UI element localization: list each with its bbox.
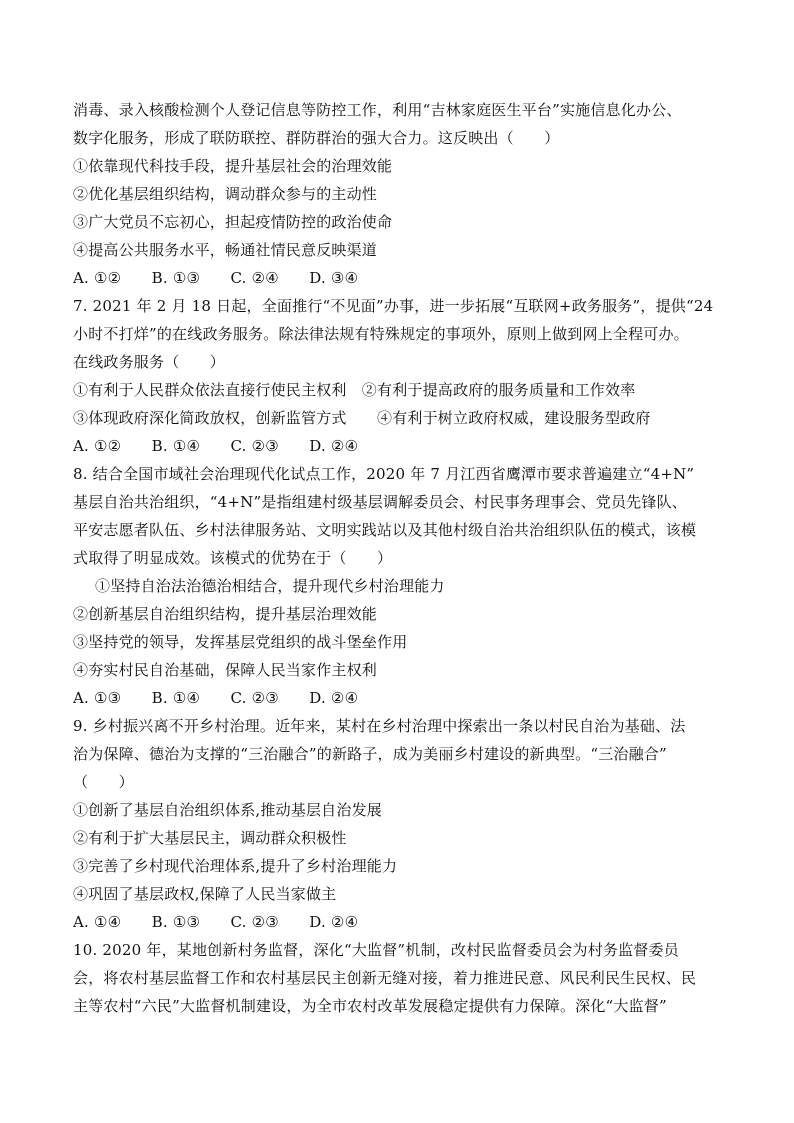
text-line: 数字化服务，形成了联防联控、群防群治的强大合力。这反映出（ ） [73, 129, 560, 147]
text-line: 平安志愿者队伍、乡村法律服务站、文明实践站以及其他村级自治共治组织队伍的模式，该模 [73, 521, 697, 539]
answer-choices: A. ①④ B. ①③ C. ②③ D. ②④ [73, 913, 359, 931]
option-statement: ③体现政府深化简政放权，创新监管方式 ④有利于树立政府权威，建设服务型政府 [73, 409, 651, 427]
answer-choices: A. ①② B. ①④ C. ②③ D. ②④ [73, 437, 359, 455]
text-line: （ ） [73, 773, 134, 791]
text-line: 会，将农村基层监督工作和农村基层民主创新无缝对接，着力推进民意、风民利民生民权、民 [73, 969, 697, 987]
text-line: 在线政务服务（ ） [73, 353, 226, 371]
option-statement: ①坚持自治法治德治相结合，提升现代乡村治理能力 [95, 577, 445, 595]
option-statement: ④夯实村民自治基础，保障人民当家作主权利 [73, 661, 378, 679]
text-line: 小时不打烊”的在线政务服务。除法律法规有特殊规定的事项外，原则上做到网上全程可办。 [73, 325, 689, 343]
option-statement: ③完善了乡村现代治理体系,提升了乡村治理能力 [73, 857, 398, 875]
option-statement: ①依靠现代科技手段，提升基层社会的治理效能 [73, 157, 393, 175]
option-statement: ③广大党员不忘初心，担起疫情防控的政治使命 [73, 213, 393, 231]
option-statement: ④巩固了基层政权,保障了人民当家做主 [73, 885, 337, 903]
option-statement: ①有利于人民群众依法直接行使民主权利 ②有利于提高政府的服务质量和工作效率 [73, 381, 636, 399]
text-line: 治为保障、德治为支撑的“三治融合”的新路子，成为美丽乡村建设的新典型。“三治融合” [73, 745, 667, 763]
text-line: 消毒、录入核酸检测个人登记信息等防控工作，利用“吉林家庭医生平台”实施信息化办公、 [73, 101, 682, 119]
option-statement: ④提高公共服务水平，畅通社情民意反映渠道 [73, 241, 378, 259]
option-statement: ②创新基层自治组织结构，提升基层治理效能 [73, 605, 378, 623]
option-statement: ③坚持党的领导，发挥基层党组织的战斗堡垒作用 [73, 633, 408, 651]
text-line: 式取得了明显成效。该模式的优势在于（ ） [73, 549, 393, 567]
question-9-text: 9. 乡村振兴离不开乡村治理。近年来，某村在乡村治理中探索出一条以村民自治为基础、法 [73, 717, 686, 735]
text-line: 基层自治共治组织，“4+N”是指组建村级基层调解委员会、村民事务理事会、党员先锋队、 [73, 493, 687, 511]
question-10-text: 10. 2020 年，某地创新村务监督，深化“大监督”机制，改村民监督委员会为村务监督委员 [73, 941, 679, 959]
option-statement: ②有利于扩大基层民主，调动群众积极性 [73, 829, 347, 847]
answer-choices: A. ①③ B. ①④ C. ②③ D. ②④ [73, 689, 359, 707]
option-statement: ①创新了基层自治组织体系,推动基层自治发展 [73, 801, 382, 819]
answer-choices: A. ①② B. ①③ C. ②④ D. ③④ [73, 269, 359, 287]
question-7-text: 7. 2021 年 2 月 18 日起，全面推行“不见面”办事，进一步拓展“互联网+政务服务”，提供“24 [73, 297, 714, 315]
document-page [73, 96, 733, 1020]
option-statement: ②优化基层组织结构，调动群众参与的主动性 [73, 185, 378, 203]
text-line: 主等农村“六民”大监督机制建设，为全市农村改革发展稳定提供有力保障。深化“大监督” [73, 997, 667, 1015]
question-8-text: 8. 结合全国市域社会治理现代化试点工作，2020 年 7 月江西省鹰潭市要求普遍建立“4+N” [73, 465, 695, 483]
